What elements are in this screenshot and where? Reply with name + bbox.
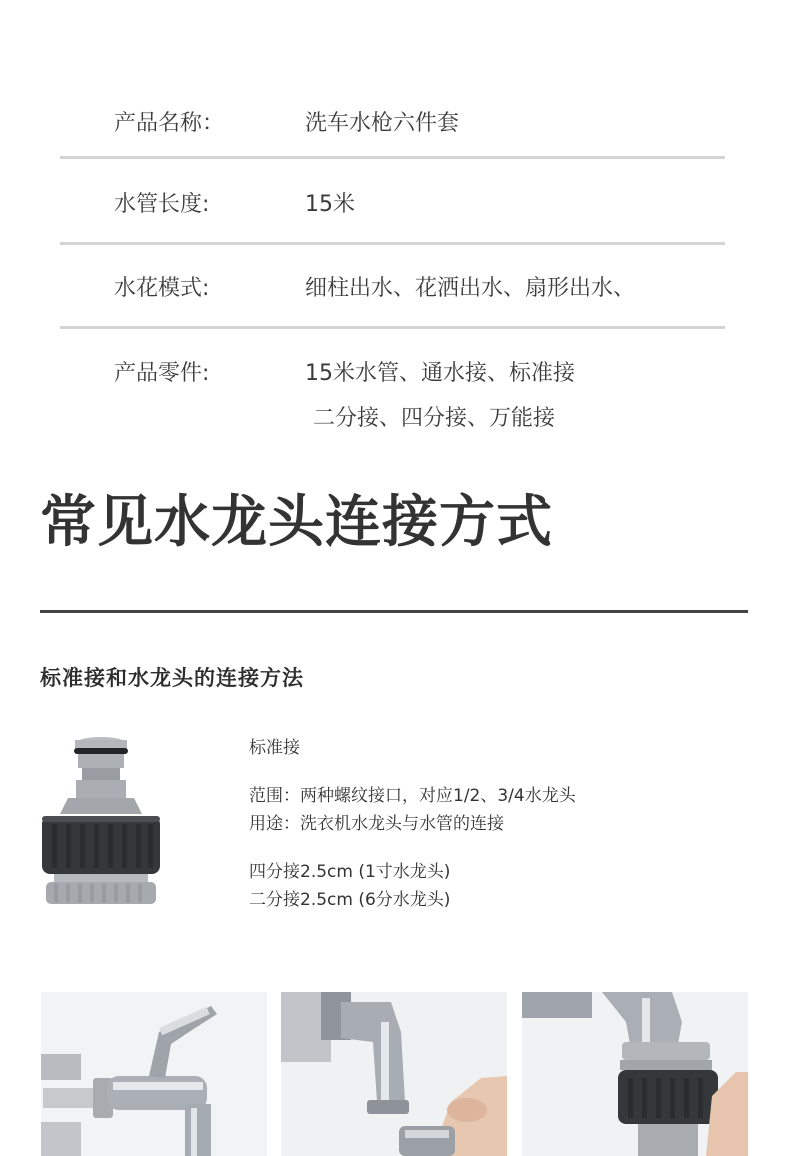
- spec-value-line: 细柱出水、花洒出水、扇形出水、: [305, 276, 636, 301]
- section-divider: [40, 610, 748, 613]
- spec-row-hose-length: [60, 159, 725, 245]
- spec-label: 产品零件:: [114, 361, 210, 386]
- spec-value-line: 二分接、四分接、万能接: [313, 406, 556, 431]
- spec-label: 水管长度:: [114, 192, 210, 217]
- spec-label: 水花模式:: [114, 276, 210, 301]
- standard-connector-image: [38, 732, 164, 908]
- spec-row-name: [60, 78, 725, 159]
- connector-name: 标准接: [249, 738, 300, 758]
- connector-size-2: 二分接2.5cm (6分水龙头): [249, 890, 451, 910]
- spec-value-line: 洗车水枪六件套: [305, 111, 460, 136]
- spec-value: [252, 106, 459, 137]
- faucet-photo-2: [281, 992, 507, 1156]
- spec-value: [252, 356, 575, 432]
- spec-value-line: 15米水管、通水接、标准接: [305, 361, 575, 386]
- faucet-photo-3: [522, 992, 748, 1156]
- connector-size-1: 四分接2.5cm (1寸水龙头): [249, 862, 451, 882]
- faucet-photo-1: [41, 992, 267, 1156]
- spec-row-parts: [60, 329, 725, 439]
- spec-value: [252, 271, 635, 302]
- connector-usage: 用途：洗衣机水龙头与水管的连接: [249, 814, 504, 834]
- connector-range: 范围：两种螺纹接口，对应1/2、3/4水龙头: [249, 786, 576, 806]
- spec-value-line: 15米: [305, 192, 355, 217]
- spec-table: [60, 78, 725, 439]
- sub-title: 标准接和水龙头的连接方法: [40, 666, 304, 690]
- spec-row-spray-mode: [60, 245, 725, 329]
- section-title: 常见水龙头连接方式: [40, 490, 553, 555]
- connector-info: [249, 734, 576, 914]
- spec-label: 产品名称：: [114, 111, 225, 136]
- spec-value: [252, 187, 355, 218]
